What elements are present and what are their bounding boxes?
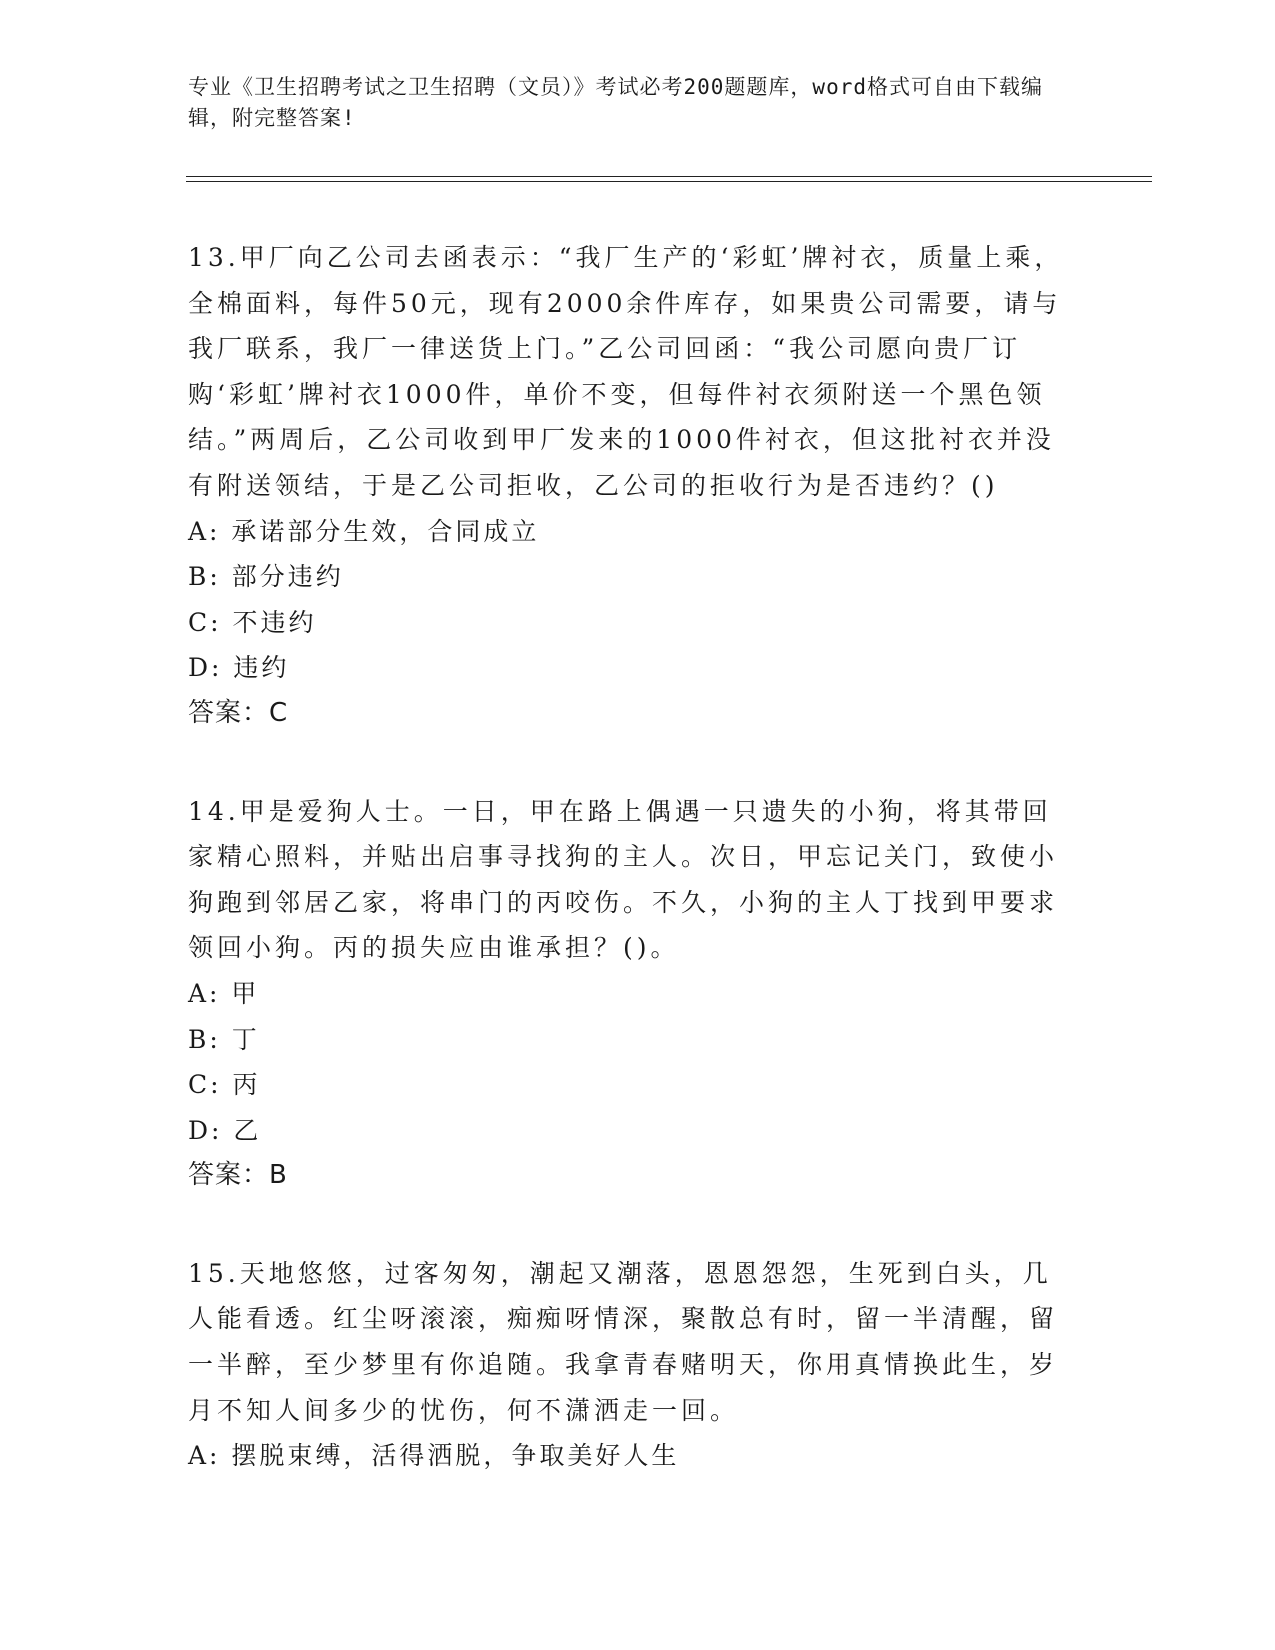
header-title: 专业《卫生招聘考试之卫生招聘（文员）》考试必考200题题库，word格式可自由下载编辑，附完整答案! [188,75,1043,130]
option-b: B: 部分违约 [188,562,344,592]
question-15 [188,1251,1078,1479]
option-d: D: 乙 [188,1115,262,1145]
header-divider-top [186,176,1152,177]
answer: 答案：C [188,697,289,728]
question-text: 14.甲是爱狗人士。一日，甲在路上偶遇一只遗失的小狗，将其带回家精心照料，并贴出启事寻找狗的主人。次日，甲忘记关门，致使小狗跑到邻居乙家，将串门的丙咬伤。不久，小狗的主人丁找到甲要求领回小狗。丙的损失应由谁承担？()。 [188,796,1059,963]
document-header [188,72,1068,134]
option-a: A: 承诺部分生效，合同成立 [188,516,540,546]
header-divider-bottom [186,181,1152,182]
question-14 [188,789,1078,1199]
answer: 答案：B [188,1160,288,1191]
option-b: B: 丁 [188,1024,260,1054]
option-a: A: 摆脱束缚，活得洒脱，争取美好人生 [188,1441,680,1471]
question-text: 13.甲厂向乙公司去函表示：“我厂生产的‘彩虹’牌衬衣，质量上乘，全棉面料，每件50元，现有2000余件库存，如果贵公司需要，请与我厂联系，我厂一律送货上门。”乙公司回函：“我公司愿向贵厂订购‘彩虹’牌衬衣1000件，单价不变，但每件衬衣须附送一个黑色领结。”两周后，乙公司收到甲厂发来的1000件衬衣，但这批衬衣并没有附送领结，于是乙公司拒收，乙公司的拒收行为是否违约？() [188,243,1064,500]
question-13 [188,235,1078,737]
option-d: D: 违约 [188,653,290,683]
question-list [188,235,1078,1531]
option-c: C: 不违约 [188,607,317,637]
option-c: C: 丙 [188,1070,261,1100]
option-a: A: 甲 [188,978,260,1008]
question-text: 15.天地悠悠，过客匆匆，潮起又潮落，恩恩怨怨，生死到白头，几人能看透。红尘呀滚滚，痴痴呀情深，聚散总有时，留一半清醒，留一半醉，至少梦里有你追随。我拿青春赌明天，你用真情换此生，岁月不知人间多少的忧伤，何不潇洒走一回。 [188,1258,1059,1425]
